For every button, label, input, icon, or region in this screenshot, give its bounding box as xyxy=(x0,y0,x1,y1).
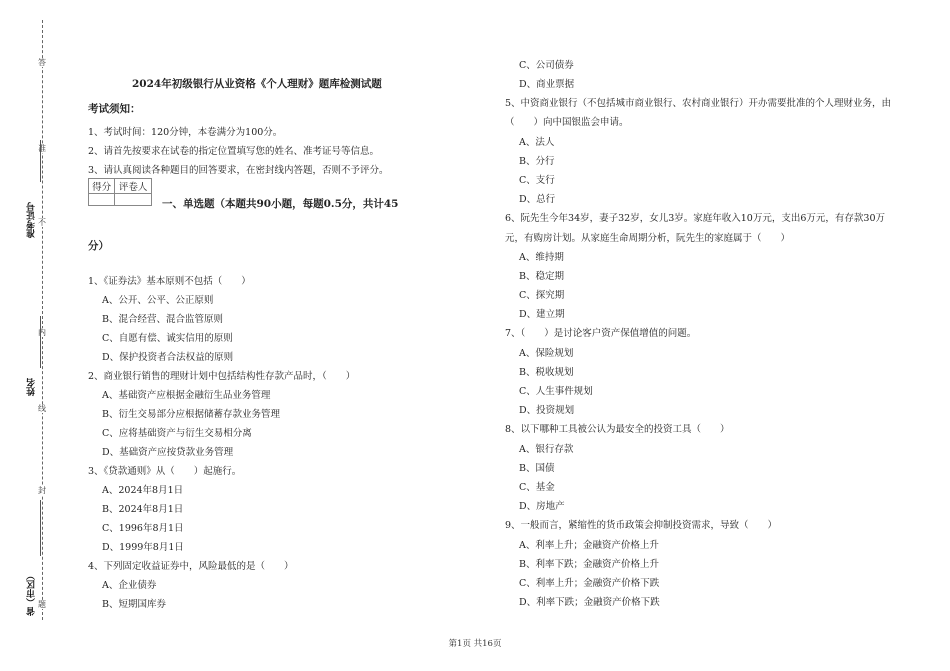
question-option: A、基础资产应根据金融衍生品业务管理 xyxy=(102,390,271,401)
question-option: D、总行 xyxy=(519,194,556,205)
question-stem-cont: 元，有购房计划。从家庭生命周期分析，阮先生的家庭属于（ ） xyxy=(505,233,791,244)
question-option: C、利率上升；金融资产价格下跌 xyxy=(519,578,660,589)
question-option: C、公司债券 xyxy=(519,60,574,71)
field-label-name: 姓名 xyxy=(27,378,37,396)
seal-mark: 封 xyxy=(38,486,46,495)
notice-heading: 考试须知： xyxy=(88,103,141,115)
field-line-exam-id xyxy=(40,140,41,182)
question-option: B、2024年8月1日 xyxy=(102,504,184,515)
exam-title: 2024年初级银行从业资格《个人理财》题库检测试题 xyxy=(132,78,382,90)
question-option: B、利率下跌；金融资产价格上升 xyxy=(519,559,659,570)
question-option: C、人生事件规划 xyxy=(519,386,593,397)
seal-mark: 答 xyxy=(38,58,46,67)
question-stem: 1、《证券法》基本原则不包括（ ） xyxy=(88,276,251,287)
question-option: D、利率下跌；金融资产价格下跌 xyxy=(519,597,660,608)
question-option: A、利率上升；金融资产价格上升 xyxy=(519,540,659,551)
question-option: B、分行 xyxy=(519,156,555,167)
page-number: 第1页 共16页 xyxy=(448,639,502,649)
field-line-province xyxy=(40,500,41,556)
question-option: A、维持期 xyxy=(519,252,564,263)
question-option: A、2024年8月1日 xyxy=(102,485,184,496)
question-option: C、支行 xyxy=(519,175,555,186)
question-option: B、稳定期 xyxy=(519,271,564,282)
question-stem: 9、一般而言，紧缩性的货币政策会抑制投资需求，导致（ ） xyxy=(505,520,778,531)
question-option: C、自愿有偿、诚实信用的原则 xyxy=(102,333,233,344)
question-stem-cont: （ ）向中国银监会申请。 xyxy=(505,117,629,128)
question-option: C、探究期 xyxy=(519,290,565,301)
question-stem: 2、商业银行销售的理财计划中包括结构性存款产品时，（ ） xyxy=(88,371,356,382)
notice-item: 3、请认真阅读各种题目的回答要求，在密封线内答题，否则不予评分。 xyxy=(88,165,389,176)
score-cell xyxy=(89,194,115,206)
grader-cell xyxy=(115,194,152,206)
question-option: B、衍生交易部分应根据储蓄存款业务管理 xyxy=(102,409,280,420)
seal-mark: 内 xyxy=(38,328,46,337)
seal-mark: 准 xyxy=(38,144,46,153)
field-label-exam-id: 准考证号 xyxy=(27,202,37,238)
question-option: B、国债 xyxy=(519,463,555,474)
question-stem: 4、下列固定收益证券中，风险最低的是（ ） xyxy=(88,561,294,572)
question-option: A、企业债券 xyxy=(102,580,157,591)
question-option: A、公开、公平、公正原则 xyxy=(102,295,214,306)
question-option: C、基金 xyxy=(519,482,555,493)
seal-mark: 题 xyxy=(38,600,46,609)
question-stem: 6、阮先生今年34岁，妻子32岁，女儿3岁。家庭年收入10万元，支出6万元，有存款30万 xyxy=(505,213,885,224)
score-box xyxy=(88,178,152,206)
notice-item: 2、请首先按要求在试卷的指定位置填写您的姓名、准考证号等信息。 xyxy=(88,146,380,157)
question-stem: 3、《贷款通则》从（ ）起施行。 xyxy=(88,466,242,477)
question-option: B、税收规划 xyxy=(519,367,574,378)
question-option: B、短期国库券 xyxy=(102,599,166,610)
question-option: D、基础资产应按贷款业务管理 xyxy=(102,447,234,458)
section-title: 一、单选题（本题共90小题，每题0.5分，共计45 xyxy=(162,198,399,210)
question-option: A、保险规划 xyxy=(519,348,574,359)
binding-strip xyxy=(0,0,70,671)
section-title-cont: 分） xyxy=(88,240,109,252)
question-option: D、1999年8月1日 xyxy=(102,542,184,553)
question-option: D、房地产 xyxy=(519,501,565,512)
field-label-province: 省（市区） xyxy=(27,571,37,616)
seal-mark: 线 xyxy=(38,404,46,413)
question-option: A、银行存款 xyxy=(519,444,574,455)
question-option: D、投资规划 xyxy=(519,405,575,416)
question-option: A、法人 xyxy=(519,137,555,148)
question-stem: 5、中资商业银行（不包括城市商业银行、农村商业银行）开办需要批准的个人理财业务，由 xyxy=(505,98,892,109)
question-option: C、1996年8月1日 xyxy=(102,523,184,534)
question-option: D、商业票据 xyxy=(519,79,575,90)
question-option: B、混合经营、混合监管原则 xyxy=(102,314,223,325)
question-stem: 8、以下哪种工具被公认为最安全的投资工具（ ） xyxy=(505,424,730,435)
score-label: 得分 xyxy=(89,179,115,194)
question-option: C、应将基础资产与衍生交易相分离 xyxy=(102,428,252,439)
question-option: D、建立期 xyxy=(519,309,565,320)
seal-mark: 不 xyxy=(38,218,46,227)
notice-item: 1、考试时间：120分钟，本卷满分为100分。 xyxy=(88,127,283,138)
question-option: D、保护投资者合法权益的原则 xyxy=(102,352,234,363)
question-stem: 7、（ ）是讨论客户资产保值增值的问题。 xyxy=(505,328,697,339)
seal-line xyxy=(42,20,43,620)
grader-label: 评卷人 xyxy=(115,179,152,194)
field-line-name xyxy=(40,316,41,368)
